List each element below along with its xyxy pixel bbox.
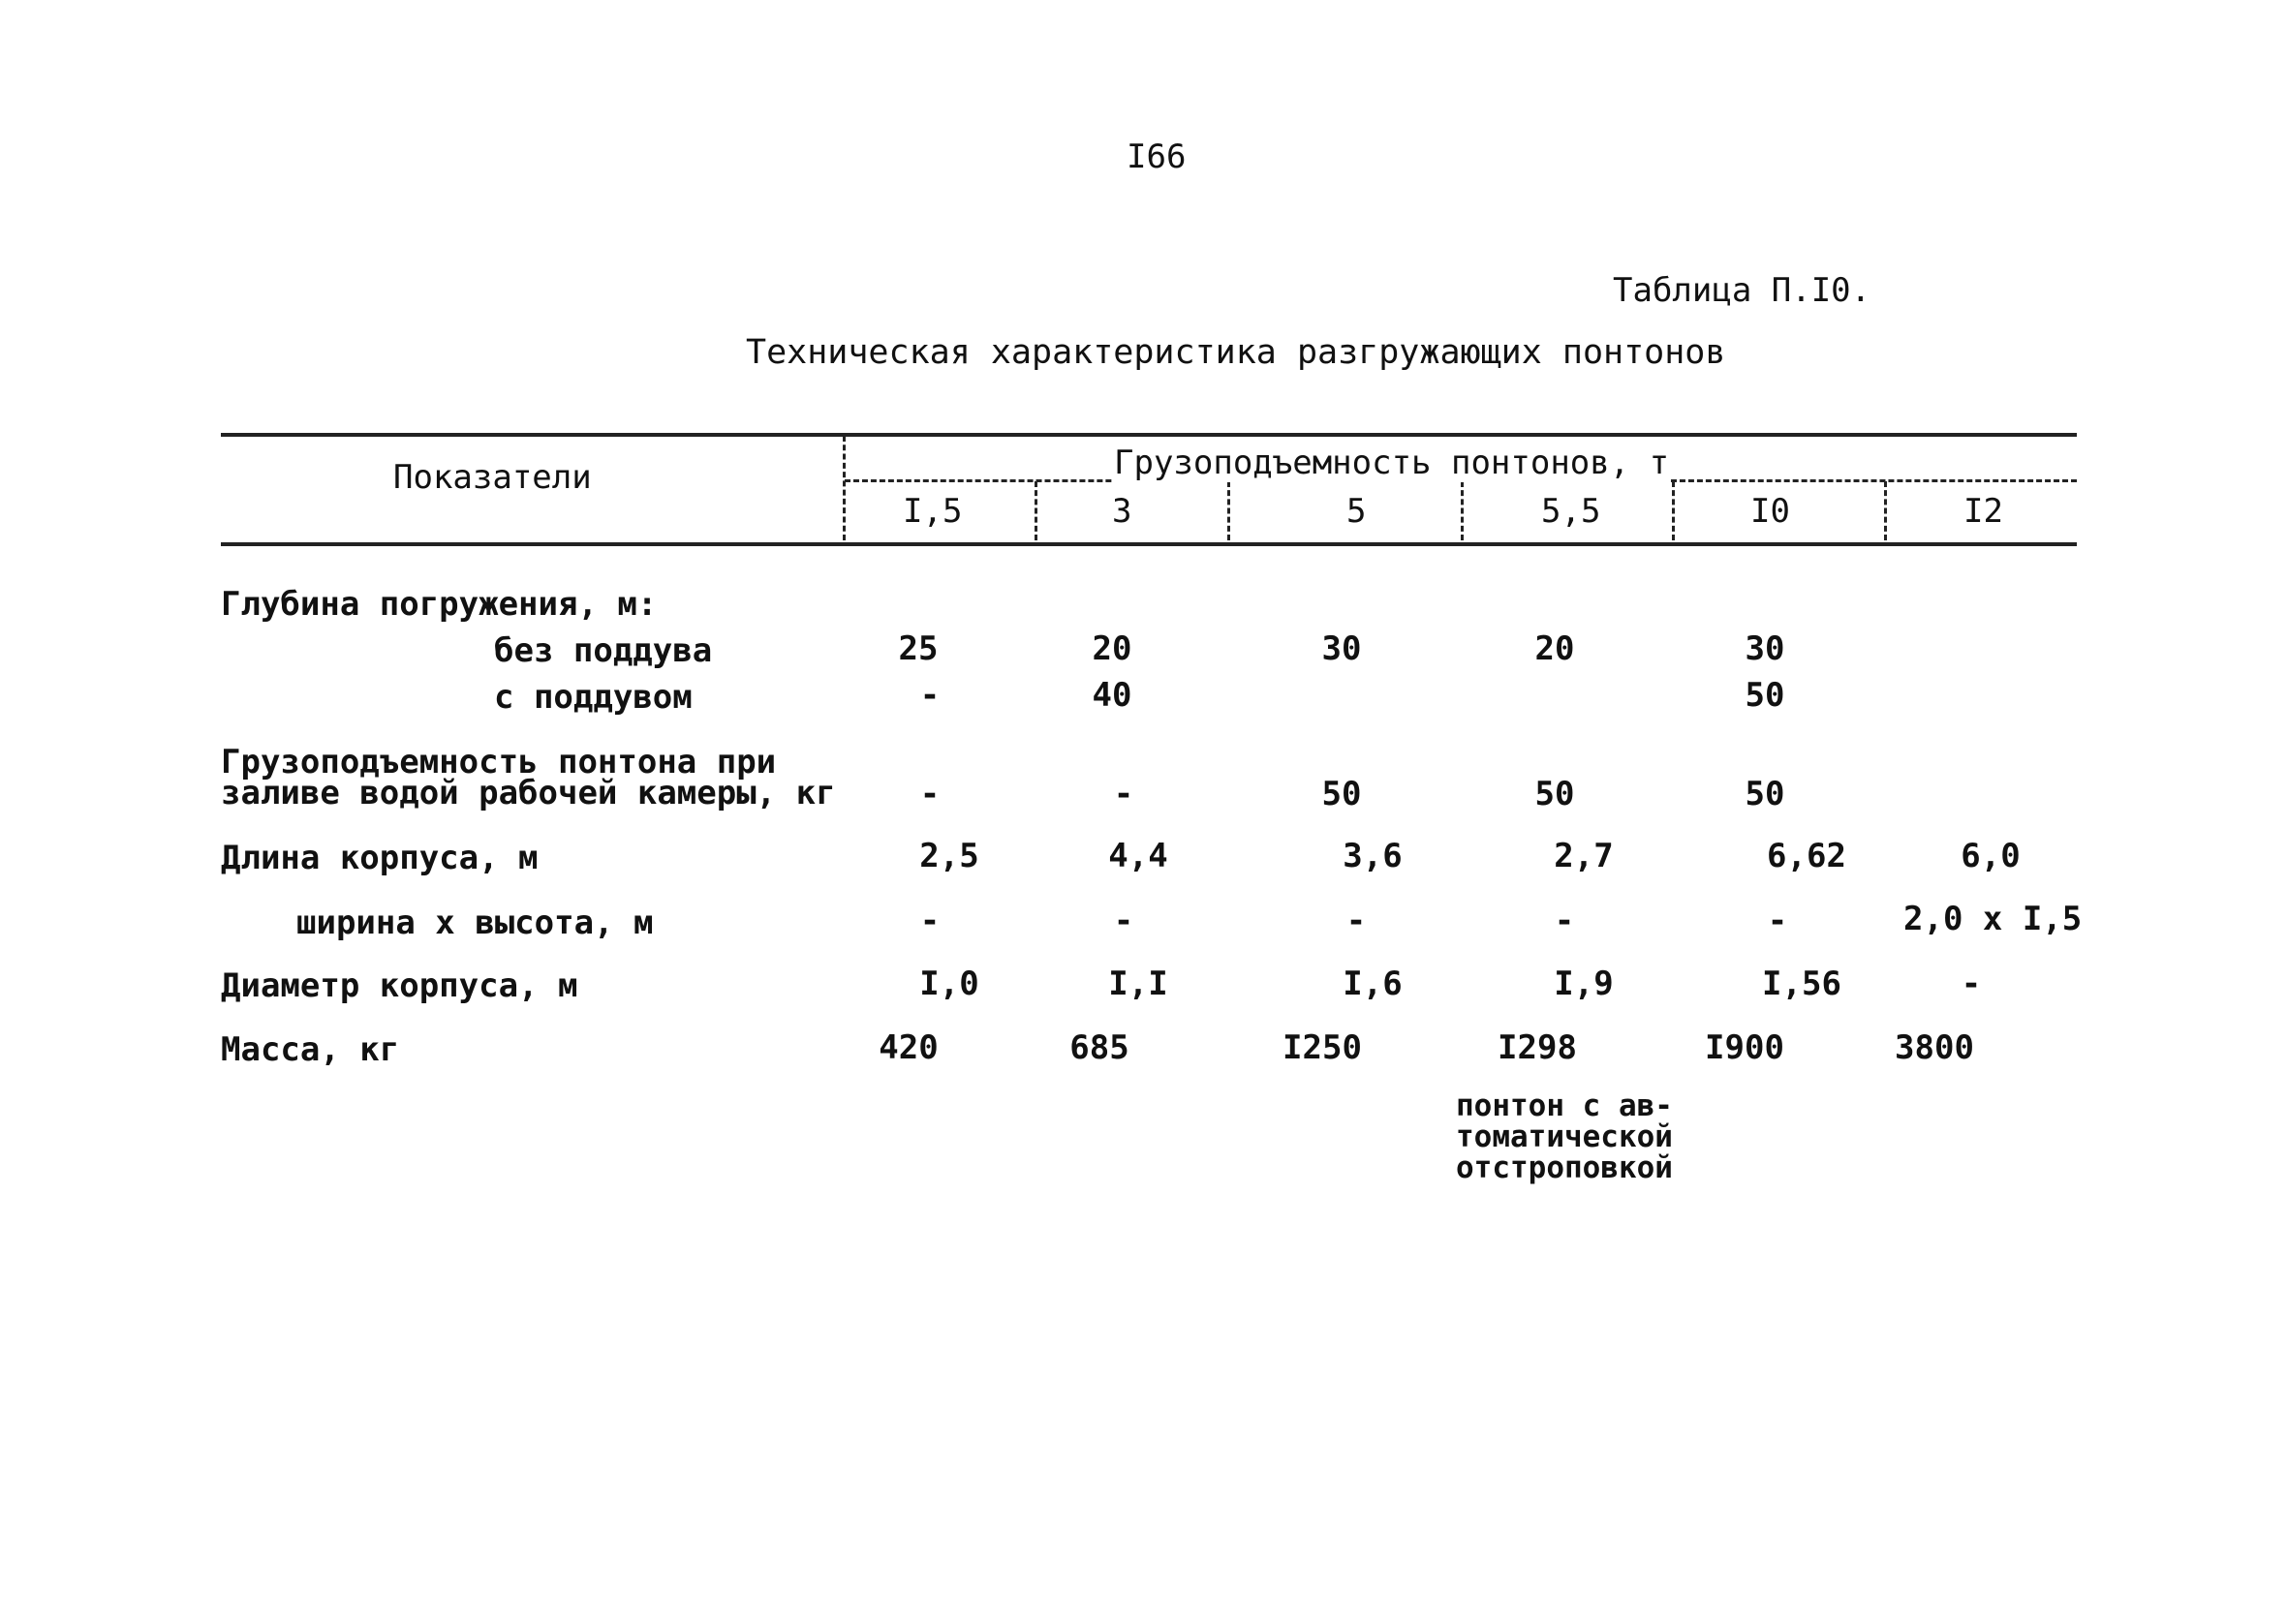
row-label-mass: Масса, кг [221, 1030, 400, 1069]
row-label-length: Длина корпуса, м [221, 839, 539, 877]
table-cell: I900 [1705, 1028, 1784, 1067]
table-cell: - [1554, 902, 1575, 940]
table-cell: - [1113, 902, 1134, 940]
table-cell: 50 [1745, 676, 1785, 715]
table-cell: I,9 [1554, 965, 1614, 1003]
column-divider [1884, 481, 1887, 540]
table-footnote: понтон с ав- томатической отстроповкой [1456, 1088, 1673, 1185]
capacity-header: 3 [1112, 492, 1132, 531]
table-cell: 20 [1534, 629, 1575, 668]
table-cell: - [919, 775, 941, 813]
table-cell: I250 [1283, 1028, 1362, 1067]
table-cell: 40 [1092, 676, 1132, 715]
table-cell: I,0 [919, 965, 979, 1003]
capacity-group-header: Грузоподъемность понтонов, т [1114, 444, 1670, 482]
table-cell: I,56 [1762, 965, 1841, 1003]
row-label-capacity-line1: Грузоподъемность понтона при [221, 743, 777, 781]
table-cell: 3800 [1895, 1028, 1974, 1067]
row-label-diameter: Диаметр корпуса, м [221, 966, 578, 1005]
table-cell: 2,7 [1554, 837, 1614, 875]
table-cell: I,I [1108, 965, 1168, 1003]
column-divider [843, 436, 846, 540]
row-label-with-blow: с поддувом [494, 678, 693, 717]
table-cell: - [1961, 965, 1982, 1003]
table-cell: 2,0 x I,5 [1903, 900, 2083, 938]
table-cell: 2,5 [919, 837, 979, 875]
table-cell: 6,62 [1767, 837, 1846, 875]
table-cell: - [1767, 902, 1788, 940]
indicator-column-header: Показатели [393, 458, 592, 497]
table-top-rule [221, 433, 2077, 437]
table-cell: 3,6 [1343, 837, 1403, 875]
table-cell: 685 [1069, 1028, 1129, 1067]
row-label-capacity-line2: заливе водой рабочей камеры, кг [221, 774, 836, 812]
table-cell: 420 [879, 1028, 939, 1067]
table-cell: 25 [898, 629, 939, 668]
table-cell: 6,0 [1961, 837, 2021, 875]
table-cell: 30 [1321, 629, 1362, 668]
capacity-header: 5,5 [1541, 492, 1601, 531]
table-cell: 20 [1092, 629, 1132, 668]
column-divider [1672, 481, 1675, 540]
table-cell: - [1113, 775, 1134, 813]
table-title: Техническая характеристика разгружающих понтонов [746, 333, 1726, 372]
table-cell: I,6 [1343, 965, 1403, 1003]
capacity-header: I,5 [903, 492, 963, 531]
column-divider [1227, 481, 1230, 540]
capacity-header: I2 [1963, 492, 2003, 531]
row-label-width-height: ширина x высота, м [296, 904, 654, 942]
row-label-depth: Глубина погружения, м: [221, 585, 658, 624]
header-bottom-rule [221, 542, 2077, 546]
table-label: Таблица П.I0. [1613, 271, 1871, 310]
table-cell: 30 [1745, 629, 1785, 668]
table-cell: - [1345, 902, 1367, 940]
column-divider [1035, 481, 1037, 540]
table-cell: - [919, 902, 941, 940]
capacity-header: I0 [1750, 492, 1790, 531]
page-number: I66 [1127, 138, 1187, 176]
table-cell: - [919, 676, 941, 715]
table-cell: 50 [1745, 775, 1785, 813]
column-divider [1461, 481, 1464, 540]
capacity-header: 5 [1346, 492, 1367, 531]
table-cell: 50 [1321, 775, 1362, 813]
row-label-no-blow: без поддува [494, 631, 713, 670]
table-cell: I298 [1498, 1028, 1577, 1067]
table-cell: 4,4 [1108, 837, 1168, 875]
table-cell: 50 [1534, 775, 1575, 813]
